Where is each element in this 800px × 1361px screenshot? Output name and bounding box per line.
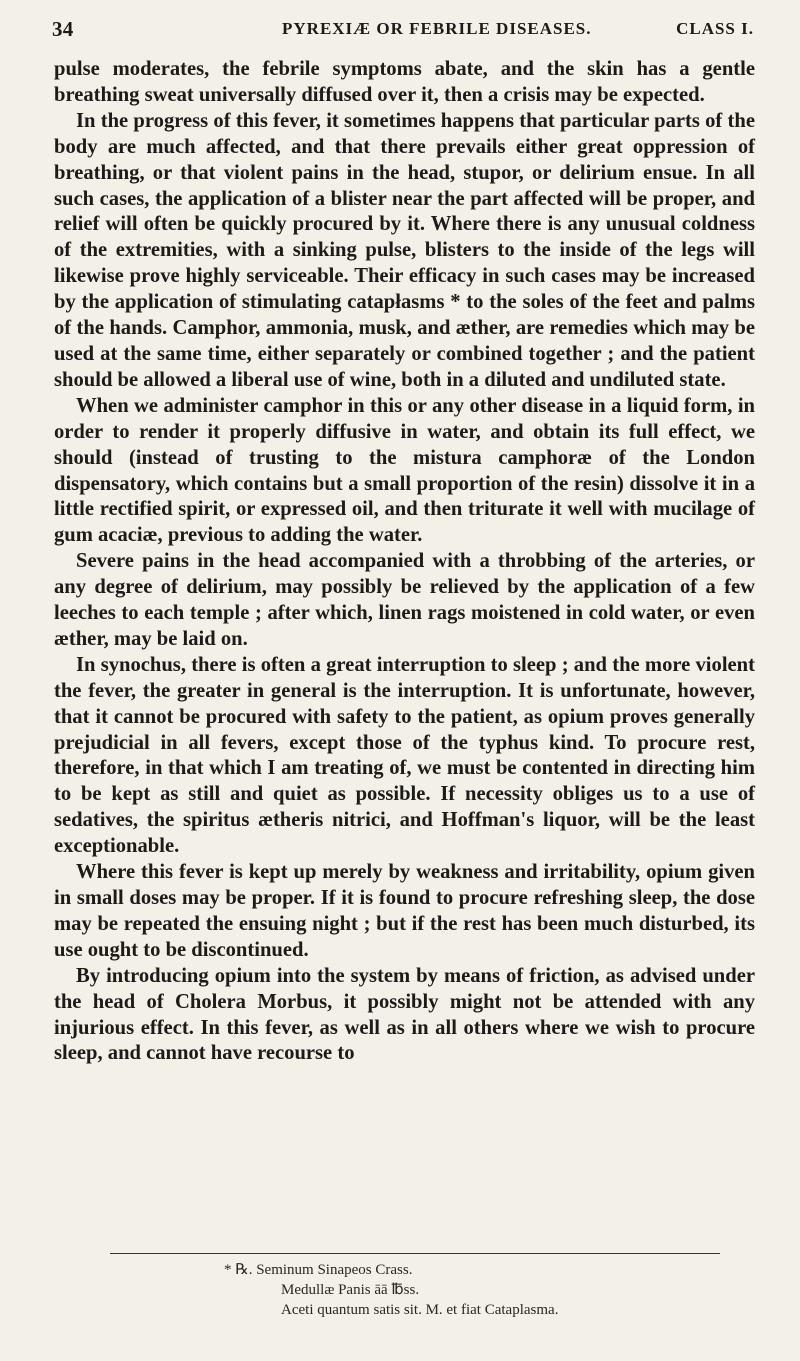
paragraph: In the progress of this fever, it sometimes happens that particular parts of the body are much affected, and that there prevails either great oppression of breathing, or that violent pains in the head, stupor, or delirium ensue. In all such cases, the application of a blister near the part affected will be proper, and relief will often be quickly procured by it. Where there is any unusual coldness of the extremities, with a sinking pulse, blisters to the inside of the legs will likewise prove highly serviceable. Their efficacy in such cases may be increased by the application of stimulating catapłasms * to the soles of the feet and palms of the hands. Camphor, ammonia, musk, and æther, are remedies which may be used at the same time, either separately or combined together ; and the patient should be allowed a liberal use of wine, both in a diluted and undiluted state.	[54, 109, 755, 391]
class-label: CLASS I.	[676, 19, 754, 38]
footnote-line: Medullæ Panis āā ℔ss.	[281, 1282, 420, 1298]
running-header	[52, 17, 754, 49]
running-title: PYREXIÆ OR FEBRILE DISEASES.	[282, 19, 592, 38]
paragraph: Where this fever is kept up merely by weakness and irritability, opium given in small doses may be proper. If it is found to procure refreshing sleep, the dose may be repeated the ensuing night ; but if the rest has been much disturbed, its use ought to be discontinued.	[54, 861, 755, 961]
paragraph: Severe pains in the head accompanied with a throbbing of the arteries, or any degree of delirium, may possibly be relieved by the application of a few leeches to each temple ; after which, linen rags moistened in cold water, or even æther, may be laid on.	[54, 550, 755, 650]
footnote-divider	[110, 1253, 720, 1254]
body-text	[54, 57, 755, 1067]
paragraph: pulse moderates, the febrile symptoms abate, and the skin has a gentle breathing sweat universally diffused over it, then a crisis may be expected.	[54, 58, 755, 106]
paragraph: When we administer camphor in this or any other disease in a liquid form, in order to render it properly diffusive in water, and obtain its full effect, we should (instead of trusting to the mistura camphoræ of the London dispensatory, which contains but a small proportion of the resin) dissolve it in a little rectified spirit, or expressed oil, and then triturate it well with mucilage of gum acaciæ, previous to adding the water.	[54, 394, 755, 547]
paragraph: In synochus, there is often a great interruption to sleep ; and the more violent the fever, the greater in general is the interruption. It is unfortunate, however, that it cannot be procured with safety to the patient, as opium proves generally prejudicial in all fevers, except those of the typhus kind. To procure rest, therefore, in that which I am treating of, we must be contented in directing him to be kept as still and quiet as possible. If necessity obliges us to a use of sedatives, the spiritus ætheris nitrici, and Hoffman's liquor, will be the least exceptionable.	[54, 653, 755, 858]
paragraph: By introducing opium into the system by means of friction, as advised under the head of Cholera Morbus, it possibly might not be attended with any injurious effect. In this fever, as well as in all others where we wish to procure sleep, and cannot have recourse to	[54, 964, 755, 1065]
footnote	[224, 1260, 744, 1320]
footnote-line: Aceti quantum satis sit. M. et fiat Cataplasma.	[281, 1302, 559, 1318]
page-number: 34	[52, 17, 74, 41]
footnote-line: * ℞. Seminum Sinapeos Crass.	[224, 1262, 413, 1278]
